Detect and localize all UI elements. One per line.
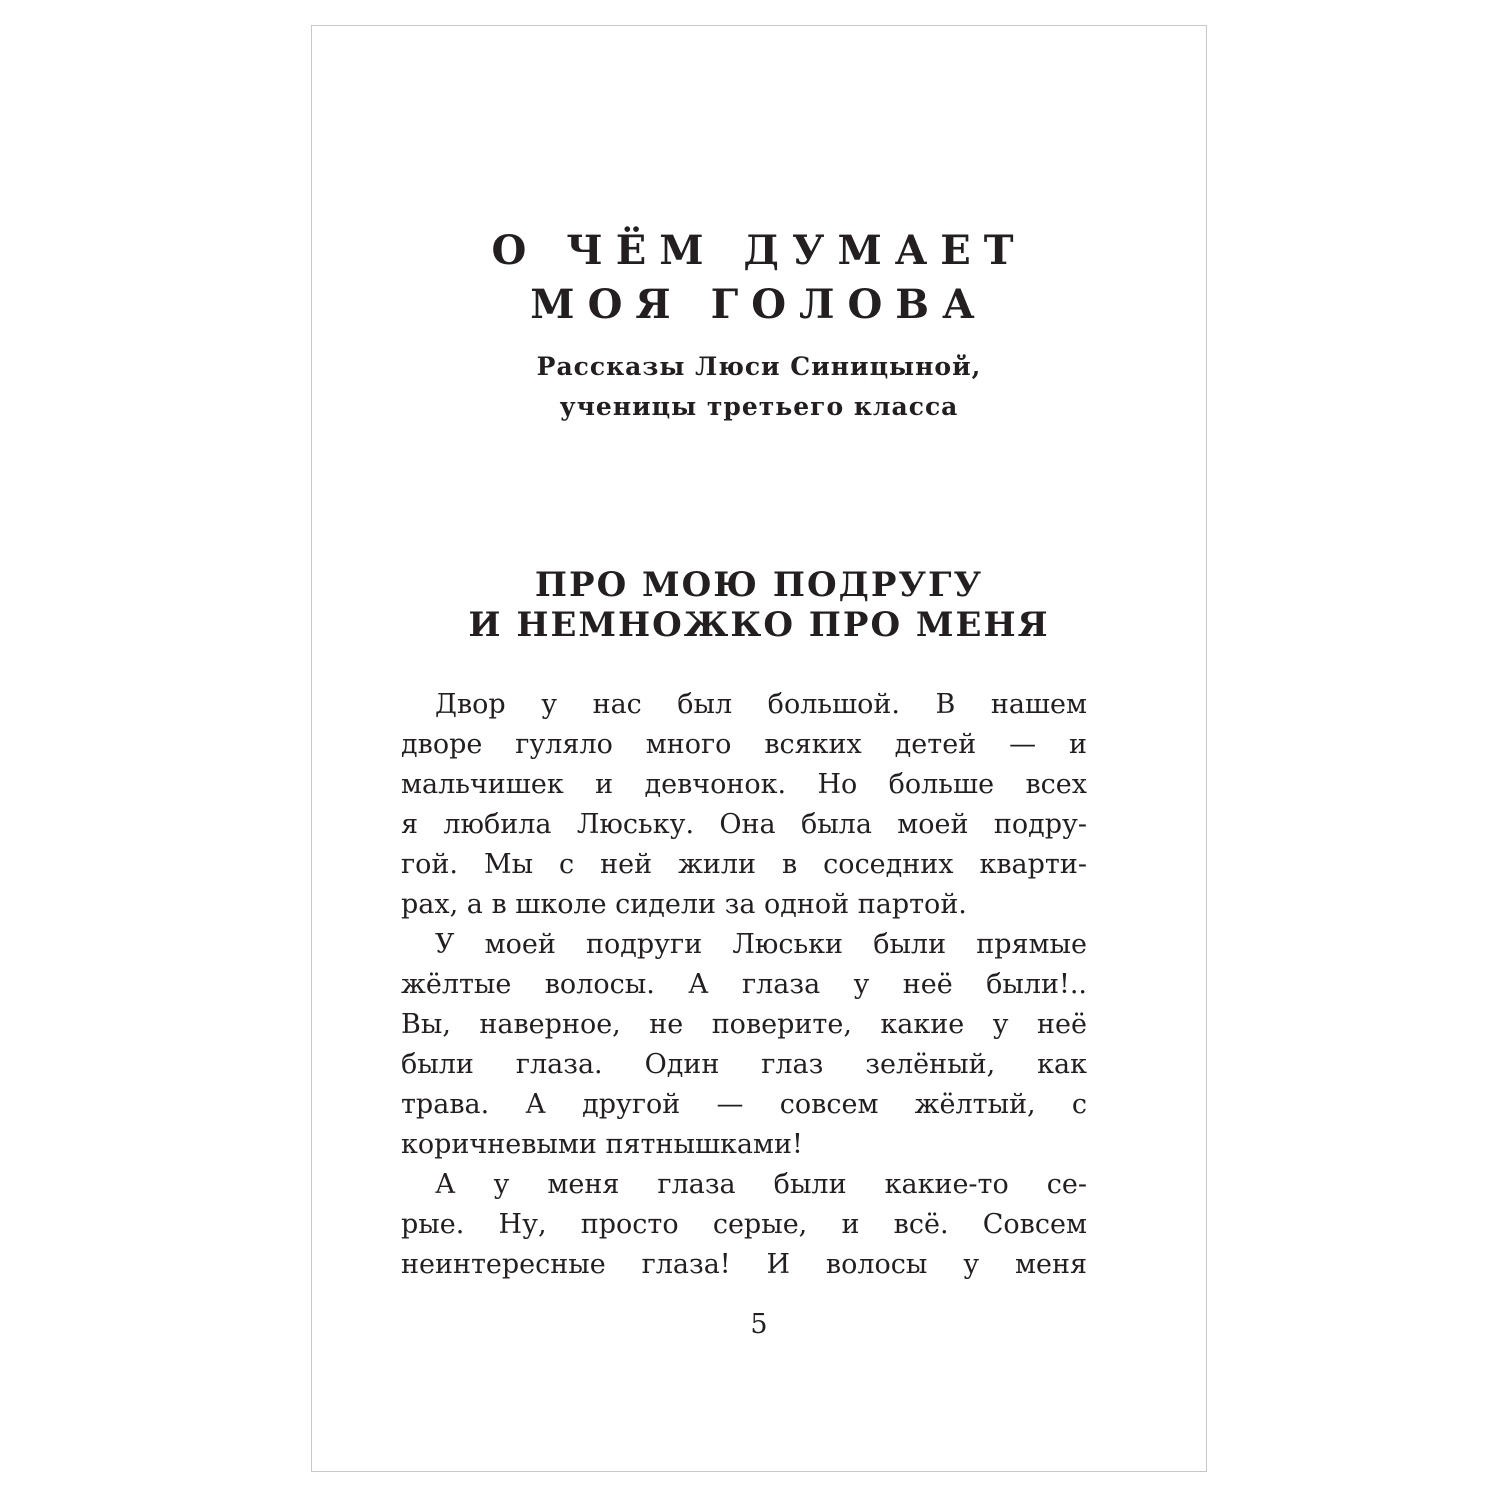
book-page: [311, 25, 1207, 1472]
body-text-line: У моей подруги Люськи были прямые: [435, 929, 1087, 960]
body-text-line: трава. А другой — совсем жёлтый, с: [401, 1089, 1087, 1120]
body-text-line: дворе гуляло много всяких детей — и: [401, 729, 1087, 760]
body-text-line: коричневыми пятнышками!: [401, 1129, 803, 1160]
chapter-title-line-1: ПРО МОЮ ПОДРУГУ: [534, 565, 984, 605]
body-text-line: Вы, наверное, не поверите, какие у неё: [401, 1009, 1087, 1040]
body-text-line: жёлтые волосы. А глаза у неё были!..: [401, 969, 1087, 1000]
page-number: 5: [750, 1309, 768, 1340]
book-title-line-1: О ЧЁМ ДУМАЕТ: [491, 227, 1027, 274]
body-text-line: были глаза. Один глаз зелёный, как: [401, 1049, 1087, 1080]
body-text-line: гой. Мы с ней жили в соседних кварти-: [401, 849, 1087, 880]
book-subtitle-line-2: ученицы третьего класса: [559, 392, 959, 421]
book-title-line-2: МОЯ ГОЛОВА: [530, 281, 988, 328]
body-text-line: рые. Ну, просто серые, и всё. Совсем: [401, 1209, 1087, 1240]
body-text-line: А у меня глаза были какие-то се-: [435, 1169, 1087, 1200]
body-text-line: Двор у нас был большой. В нашем: [435, 689, 1087, 720]
body-text-line: рах, а в школе сидели за одной партой.: [401, 889, 967, 920]
body-text-line: я любила Люську. Она была моей подру-: [401, 809, 1087, 840]
chapter-title-line-2: И НЕМНОЖКО ПРО МЕНЯ: [468, 605, 1050, 645]
body-text-line: мальчишек и девчонок. Но больше всех: [401, 769, 1087, 800]
book-subtitle-line-1: Рассказы Люси Синицыной,: [536, 352, 982, 381]
body-text-line: неинтересные глаза! И волосы у меня: [401, 1249, 1087, 1280]
